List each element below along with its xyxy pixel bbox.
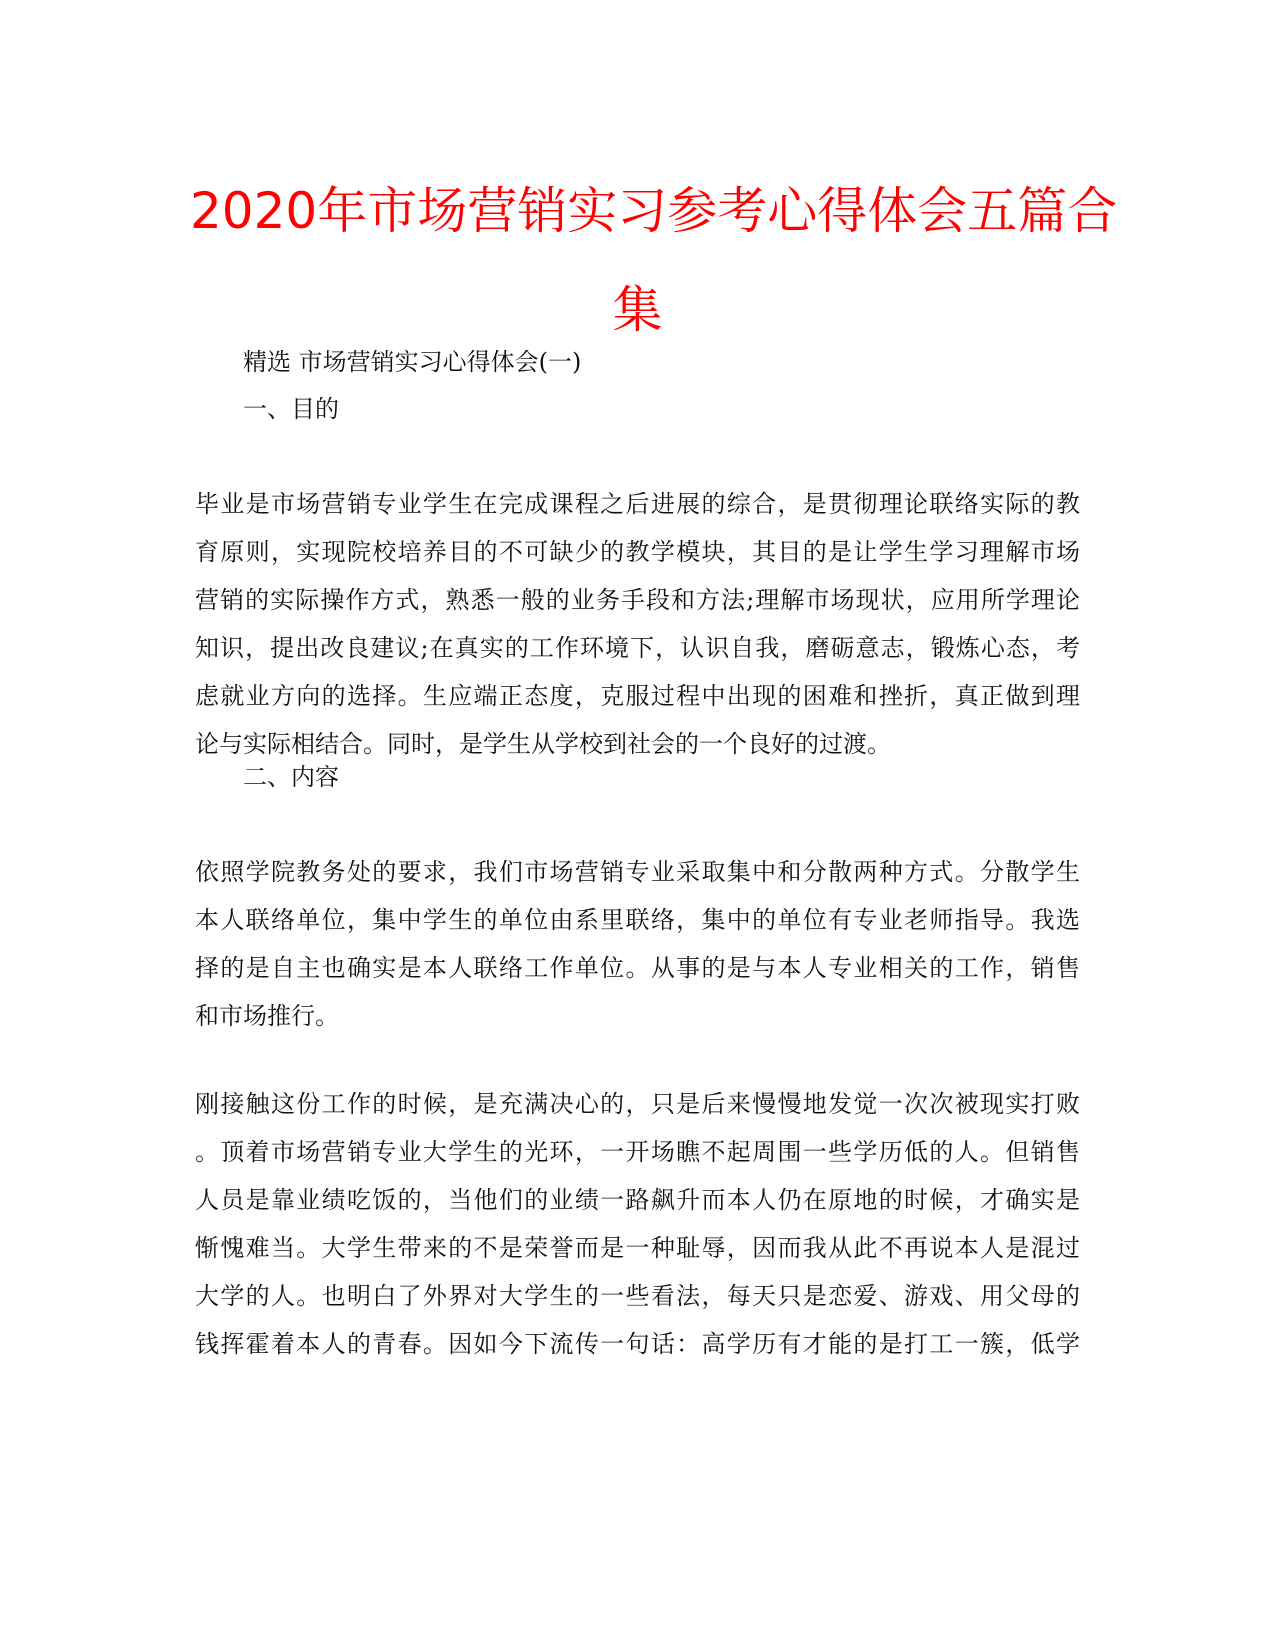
text-line: 本人联络单位，集中学生的单位由系里联络，集中的单位有专业老师指导。我选 (195, 906, 1080, 934)
text-line: 惭愧难当。大学生带来的不是荣誉而是一种耻辱，因而我从此不再说本人是混过 (195, 1234, 1080, 1262)
document-title-line-2: 集 (612, 281, 663, 339)
text-line: 大学的人。也明白了外界对大学生的一些看法，每天只是恋爱、游戏、用父母的 (195, 1282, 1080, 1310)
text-line: 钱挥霍着本人的青春。因如今下流传一句话：高学历有才能的是打工一簇，低学 (195, 1330, 1080, 1358)
text-line: 虑就业方向的选择。生应端正态度，克服过程中出现的困难和挫折，真正做到理 (195, 682, 1080, 710)
document-title-line-1: 2020年市场营销实习参考心得体会五篇合 (190, 182, 1118, 240)
text-line: 毕业是市场营销专业学生在完成课程之后进展的综合，是贯彻理论联络实际的教 (195, 490, 1080, 518)
paragraph-content (195, 848, 1080, 1040)
paragraph-purpose (195, 480, 1080, 768)
text-line: 育原则，实现院校培养目的不可缺少的教学模块，其目的是让学生学习理解市场 (195, 538, 1080, 566)
text-line: 刚接触这份工作的时候，是充满决心的，只是后来慢慢地发觉一次次被现实打败 (195, 1090, 1080, 1118)
text-line: 人员是靠业绩吃饭的，当他们的业绩一路飙升而本人仍在原地的时候，才确实是 (195, 1186, 1080, 1214)
text-line: 。顶着市场营销专业大学生的光环，一开场瞧不起周围一些学历低的人。但销售 (195, 1138, 1080, 1166)
section-heading-purpose: 一、目的 (243, 395, 339, 423)
text-line: 营销的实际操作方式，熟悉一般的业务手段和方法;理解市场现状，应用所学理论 (195, 586, 1080, 614)
text-line: 择的是自主也确实是本人联络工作单位。从事的是与本人专业相关的工作，销售 (195, 954, 1080, 982)
text-line: 论与实际相结合。同时，是学生从学校到社会的一个良好的过渡。 (195, 730, 891, 758)
section-heading-content: 二、内容 (243, 763, 339, 791)
text-line: 知识，提出改良建议;在真实的工作环境下，认识自我，磨砺意志，锻炼心态，考 (195, 634, 1080, 662)
text-line: 和市场推行。 (195, 1002, 339, 1030)
text-line: 依照学院教务处的要求，我们市场营销专业采取集中和分散两种方式。分散学生 (195, 858, 1080, 886)
paragraph-experience (195, 1080, 1080, 1368)
document-subtitle: 精选 市场营销实习心得体会(一) (243, 348, 582, 376)
